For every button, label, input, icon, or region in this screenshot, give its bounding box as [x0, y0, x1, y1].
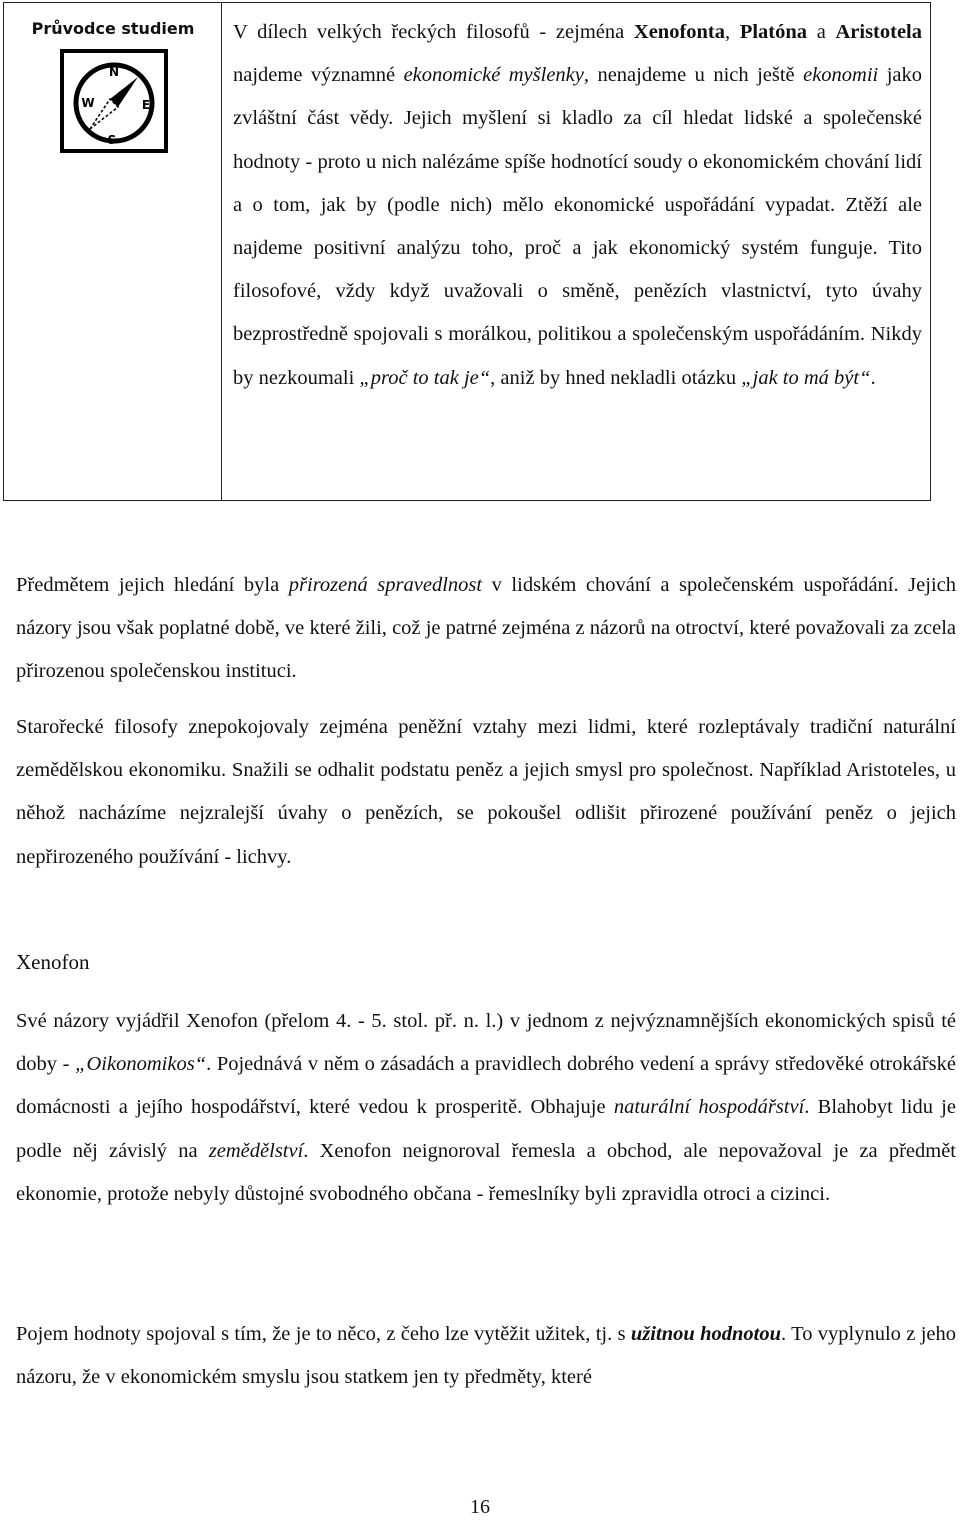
paragraph-3	[16, 1000, 956, 1216]
text-run: . Xenofon neignoroval řemesla a obchod, ale nepovažoval je za předmět ekonomie, protože nebyly důstojné svobodného občana - řemeslníky byli zpravidla otroci a cizinci.	[16, 1139, 956, 1205]
emphasis-oikonomikos: „Oikonomikos“	[75, 1053, 207, 1076]
text-run: .	[870, 366, 876, 389]
compass-west-label: W	[81, 96, 95, 110]
text-run: jako zvláštní část vědy. Jejich myšlení si kladlo za cíl hledat lidské a společenské hodnoty - proto u nich nalézáme spíše hodnotící soudy o ekonomickém chování lidí a o tom, jak by (podle nich) mělo ekonomické uspořádání vypadat. Ztěží ale najdeme positivní analýzu toho, proč a jak ekonomický systém funguje. Tito filosofové, vždy když uvažovali o směně, penězích vlastnictví, tyto úvahy bezprostředně spojovali s morálkou, politikou a společenským uspořádáním. Nikdy by nezkoumali	[233, 64, 922, 389]
study-guide-text	[233, 11, 922, 400]
compass-south-label: S	[107, 133, 117, 147]
emphasis-proc-to-tak-je: „proč to tak je“	[359, 366, 491, 389]
page-number: 16	[470, 1496, 490, 1518]
emphasis-uzitna-hodnota: užitnou hodnotou	[630, 1323, 781, 1345]
text-run: , nenajdeme u nich ještě	[583, 64, 804, 87]
paragraph-1	[16, 564, 956, 694]
emphasis-prirozena-spravedlnost: přirozená spravedlnost	[288, 574, 483, 596]
text-run: . To vyplynulo z jeho názoru, že v ekonomickém smyslu jsou statkem jen ty předměty, které	[16, 1323, 956, 1389]
text-run: v lidském chování a společenském uspořádání. Jejich názory jsou však poplatné době, ve které žili, což je patrné zejména z názorů na otroctví, které považovali za zcela přirozenou společenskou instituci.	[16, 574, 956, 683]
paragraph-4	[16, 1313, 956, 1399]
emphasis-ekonomii: ekonomii	[803, 64, 879, 87]
study-guide-label: Průvodce studiem	[31, 19, 195, 38]
emphasis-naturalni-hospodarstvi: naturální hospodářství	[613, 1096, 805, 1119]
emphasis-xenofonta: Xenofonta	[633, 21, 725, 43]
study-guide-box	[3, 2, 931, 501]
emphasis-zemedelstvi: zemědělství	[208, 1139, 304, 1162]
text-run: Pojem hodnoty spojoval s tím, že je to něco, z čeho lze vytěžit užitek, tj. s	[16, 1323, 631, 1345]
compass-icon	[60, 49, 168, 153]
text-run: . Pojednává v něm o zásadách a pravidlech dobrého vedení a správy středověké otrokářské domácnosti a jejího hospodářství, které vedou k prosperitě. Obhajuje	[16, 1053, 957, 1119]
emphasis-ekonomicke-myslenky: ekonomické myšlenky	[403, 64, 584, 87]
emphasis-aristotela: Aristotela	[835, 21, 922, 43]
section-heading-xenofon: Xenofon	[16, 950, 90, 974]
text-run: Předmětem jejich hledání byla	[16, 574, 289, 596]
text-run: Své názory vyjádřil Xenofon (přelom 4. - 5. stol. př. n. l.) v jednom z nejvýznamnějších ekonomických spisů té doby -	[16, 1010, 956, 1076]
text-run: , aniž by hned nekladli otázku	[490, 366, 742, 389]
text-run: V dílech velkých řeckých filosofů - zejména	[233, 21, 634, 43]
compass-east-label: E	[141, 98, 151, 112]
text-run: Starořecké filosofy znepokojovaly zejména peněžní vztahy mezi lidmi, které rozleptávaly tradiční naturální zemědělskou ekonomiku. Snažili se odhalit podstatu peněz a jejich smysl pro společnost. Například Aristoteles, u něhož nacházíme nejzralejší úvahy o penězích, se pokoušel odlišit přirozené používání peněz o jejich nepřirozeného používání - lichvy.	[16, 716, 956, 868]
text-run: ,	[725, 21, 740, 43]
text-run: a	[807, 21, 836, 43]
compass-north-label: N	[108, 65, 120, 79]
study-guide-sidebar	[4, 3, 222, 500]
emphasis-jak-to-ma-byt: „jak to má být“	[741, 366, 871, 389]
text-run: . Blahobyt lidu je podle něj závislý na	[16, 1096, 956, 1162]
emphasis-platona: Platóna	[739, 21, 808, 43]
paragraph-2	[16, 706, 956, 879]
text-run: najdeme významné	[233, 64, 404, 87]
